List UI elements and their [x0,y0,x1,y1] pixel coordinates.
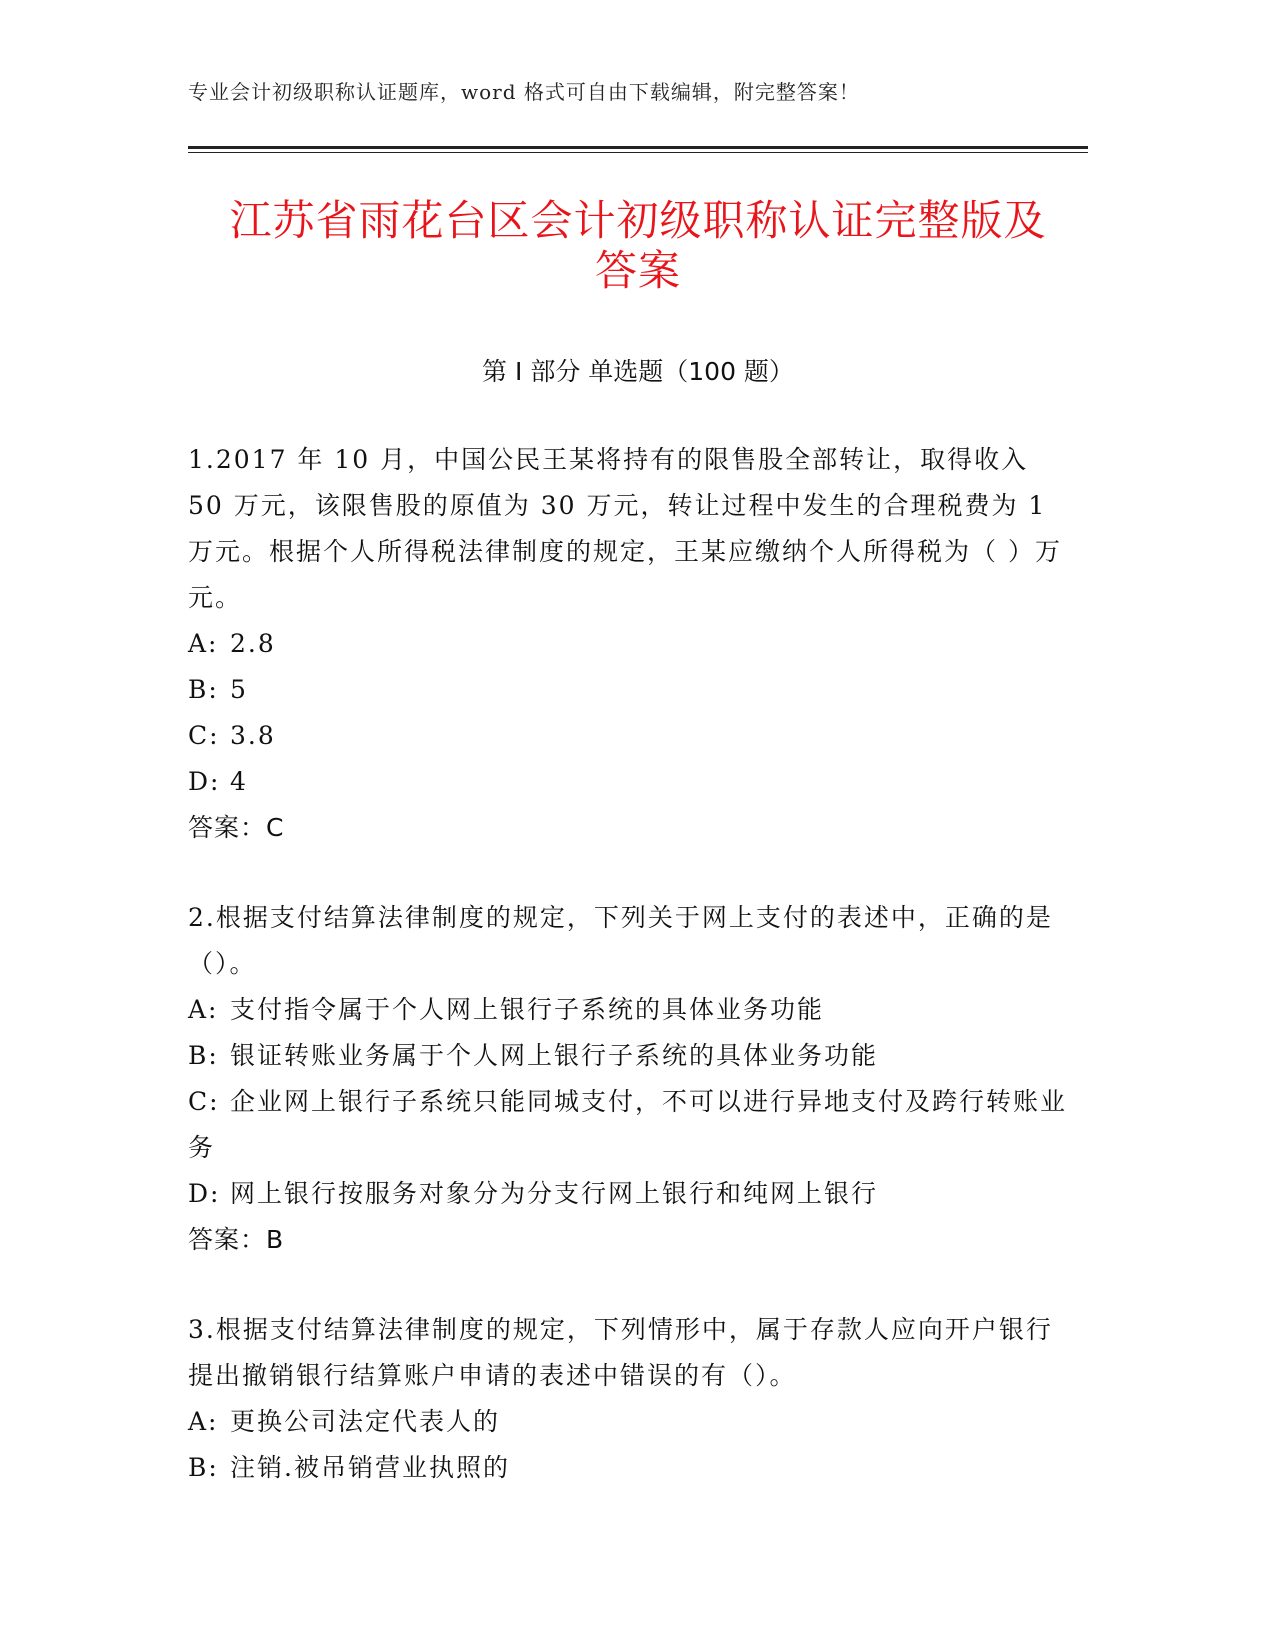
option-text: 3.8 [230,721,276,750]
answer-line: 答案：B [188,1225,285,1254]
option-letter: A: [188,995,219,1024]
header-divider-thin [188,152,1088,153]
question-stem: 3.根据支付结算法律制度的规定，下列情形中，属于存款人应向开户银行提出撤销银行结算账户申请的表述中错误的有（）。 [188,1315,1053,1390]
option-text: 5 [230,675,248,704]
option-text: 网上银行按服务对象分为分支行网上银行和纯网上银行 [230,1179,879,1208]
question-3 [188,1307,1068,1491]
option-d [188,759,1068,805]
question-1 [188,437,1068,851]
option-letter: A: [188,629,219,658]
question-list [188,437,1068,1491]
option-text: 更换公司法定代表人的 [230,1407,501,1436]
option-letter: D: [188,1179,221,1208]
option-text: 2.8 [230,629,276,658]
option-letter: B: [188,1041,219,1070]
document-title-line-1: 江苏省雨花台区会计初级职称认证完整版及 [229,196,1047,245]
option-b [188,1033,1068,1079]
option-letter: A: [188,1407,219,1436]
option-text: 4 [230,767,248,796]
option-a [188,987,1068,1033]
option-letter: C: [188,721,220,750]
header-divider-thick [188,146,1088,149]
question-stem: 1.2017 年 10 月，中国公民王某将持有的限售股全部转让，取得收入 50 万元，该限售股的原值为 30 万元，转让过程中发生的合理税费为 1 万元。根据个人所得税法律制度的规定，王某应缴纳个人所得税为（ ）万元。 [188,445,1062,612]
option-text: 银证转账业务属于个人网上银行子系统的具体业务功能 [230,1041,879,1070]
question-stem: 2.根据支付结算法律制度的规定，下列关于网上支付的表述中，正确的是（）。 [188,903,1053,978]
option-d [188,1171,1068,1217]
option-a [188,1399,1068,1445]
option-letter: B: [188,1453,219,1482]
document-title-line-2: 答案 [594,246,681,295]
document-title [188,196,1088,296]
answer-line: 答案：C [188,813,285,842]
section-heading: 第 I 部分 单选题（100 题） [482,357,794,386]
option-letter: C: [188,1087,220,1116]
option-a [188,621,1068,667]
option-text: 企业网上银行子系统只能同城支付，不可以进行异地支付及跨行转账业务 [188,1087,1068,1162]
header-note: 专业会计初级职称认证题库，word 格式可自由下载编辑，附完整答案！ [188,80,860,104]
question-2 [188,895,1068,1263]
option-c [188,713,1068,759]
option-text: 注销.被吊销营业执照的 [230,1453,510,1482]
option-c [188,1079,1068,1171]
option-b [188,667,1068,713]
option-letter: B: [188,675,219,704]
option-letter: D: [188,767,221,796]
option-b [188,1445,1068,1491]
option-text: 支付指令属于个人网上银行子系统的具体业务功能 [230,995,825,1024]
